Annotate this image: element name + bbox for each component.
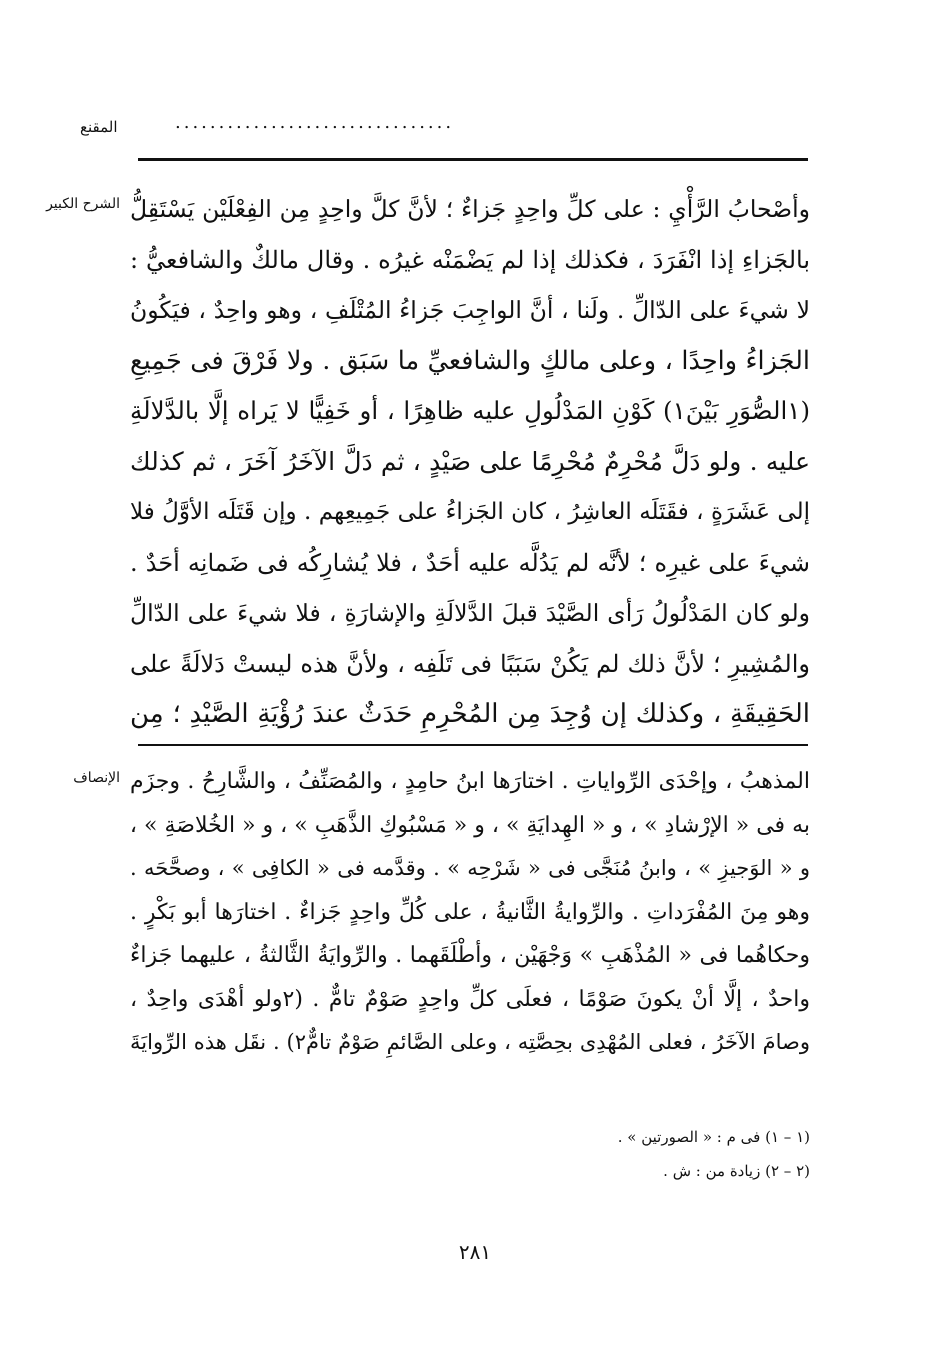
insaf-line: به فى « الإرْشادِ » ، و « الهِدايَةِ » ، و « مَسْبُوكِ الذَّهَبِ » ، و « الخُلاصَةِ » ،	[130, 812, 810, 838]
main-line: لا شيءَ على الدّالِّ . ولَنا ، أنَّ الواجِبَ جَزاءُ المُتْلَفِ ، وهو واحِدٌ ، فيَكُونُ	[130, 296, 810, 324]
insaf-line: المذهبُ ، وإحْدَى الرِّواياتِ . اختارَها ابنُ حامِدٍ ، والمُصَنِّفُ ، والشَّارِحُ . وجزَم	[130, 769, 810, 794]
insaf-line: وحكاهُما فى « المُذْهَبِ » وَجْهَيْن ، وأطْلَقَهما . والرِّوايَةُ الثَّالثةُ ، عليهما جَزاءٌ	[130, 943, 810, 968]
main-line: الجَزاءُ واحِدًا ، وعلى مالكٍ والشافعيِّ ما سَبَق . ولا فَرْقَ فى جَمِيعِ	[130, 345, 810, 376]
insaf-line: وهو مِنَ المُفْرَداتِ . والرِّوايةُ الثَّانيةُ ، على كُلِّ واحِدٍ جَزاءٌ . اختارَها أبو بَكْرٍ .	[130, 899, 810, 925]
section-divider	[138, 744, 808, 746]
main-line: (١الصُّوَرِ بَيْنَ١) كَوْنِ المَدْلُولِ عليه ظاهِرًا ، أو خَفِيًّا لا يَراه إلَّا بالدَّلالَةِ	[130, 396, 810, 425]
margin-label-insaf: الإنصاف	[73, 770, 120, 786]
main-line: الحَقِيقَةِ ، وكذلك إن وُجِدَ مِن المُحْرِمِ حَدَثٌ عندَ رُؤْيَةِ الصَّيْدِ ؛ مِن	[130, 699, 810, 729]
insaf-text-block	[130, 760, 810, 1065]
page-number: ٢٨١	[458, 1240, 492, 1264]
header-dotted-leader: ................................	[175, 112, 455, 133]
header-rule	[138, 158, 808, 161]
insaf-line: و « الوَجيزِ » ، وابنُ مُنَجَّى فى « شَرْحِه » . وقدَّمه فى « الكافِى » ، وصحَّحَه .	[130, 856, 810, 880]
running-header	[40, 112, 810, 142]
main-line: ولو كان المَدْلُولُ رَأى الصَّيْدَ قبلَ الدَّلالَةِ والإشارَةِ ، فلا شيءَ على الدّالِّ	[130, 599, 810, 627]
insaf-line: وصامَ الآخَرُ ، فعلى المُهْدِى بحِصَّتِه ، وعلى الصَّائمِ صَوْمٌ تامٌّ٢) . نقَل هذه الرِّوايَةَ	[130, 1030, 810, 1054]
margin-label-sharh: الشرح الكبير	[46, 196, 120, 212]
main-line: بالجَزاءِ إذا انْفَرَدَ ، فكذلك إذا لم يَضْمَنْه غيرُه . وقال مالكٌ والشافعيُّ :	[130, 245, 810, 274]
header-title: المقنع	[80, 118, 118, 136]
main-line: عليه . ولو دَلَّ مُحْرِمٌ مُحْرِمًا على صَيْدٍ ، ثم دَلَّ الآخَرُ آخَرَ ، ثم كذلك	[130, 446, 810, 476]
main-line: وأصْحابُ الرَّأْيِ : على كلِّ واحِدٍ جَزاءٌ ؛ لأنَّ كلَّ واحِدٍ مِن الفِعْلَيْن يَسْتَقِلُّ	[130, 195, 810, 223]
main-line: شيءَ على غيرِه ؛ لأنَّه لم يَدُلَّه عليه أحَدٌ ، فلا يُشارِكُه فى ضَمانِه أحَدٌ .	[130, 548, 810, 577]
main-line: إلى عَشَرَةٍ ، فقَتَلَه العاشِرُ ، كان الجَزاءُ على جَمِيعِهم . وإن قَتَلَه الأوَّلُ فلا	[130, 499, 810, 525]
footnote: (٢ – ٢) زيادة من : ش .	[663, 1162, 810, 1180]
footnote: (١ – ١) فى م : « الصورتين » .	[617, 1128, 810, 1146]
main-line: والمُشِيرِ ؛ لأنَّ ذلك لم يَكُنْ سَبَبًا فى تَلَفِه ، ولأنَّ هذه ليستْ دَلالَةً على	[130, 649, 810, 678]
footnotes	[400, 1120, 810, 1188]
main-text-block	[130, 184, 810, 740]
insaf-line: واحدٌ ، إلَّا أنْ يكونَ صَوْمًا ، فعلَى كلِّ واحِدٍ صَوْمٌ تامٌّ . (٢ولو أهْدَى واحِدٌ ،	[130, 986, 810, 1012]
